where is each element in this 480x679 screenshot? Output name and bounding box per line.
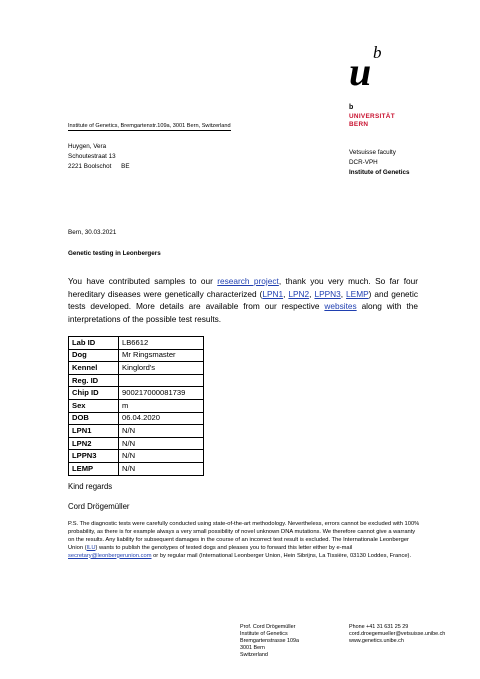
footer-left-line: 3001 Bern — [240, 645, 265, 651]
table-key: Kennel — [69, 362, 119, 375]
table-row — [69, 437, 204, 450]
table-row — [69, 412, 204, 425]
table-key: Dog — [69, 349, 119, 362]
recipient-name: Huygen, Vera — [68, 143, 107, 150]
table-row — [69, 462, 204, 475]
footer-website: www.genetics.unibe.ch — [349, 638, 404, 644]
table-value — [119, 374, 204, 387]
intro-text-1: You have contributed samples to our — [68, 276, 218, 286]
table-key: Sex — [69, 399, 119, 412]
table-value: N/N — [119, 450, 204, 463]
logo-bern-line: BERN — [349, 121, 369, 128]
table-value: N/N — [119, 437, 204, 450]
sender-institute: Institute of Genetics — [349, 169, 410, 176]
closing: Kind regards — [68, 482, 113, 491]
sender-faculty: Vetsuisse faculty — [349, 149, 396, 156]
table-key: LPN1 — [69, 425, 119, 438]
recipient-country: BE — [121, 163, 130, 170]
table-key: LEMP — [69, 462, 119, 475]
table-row — [69, 450, 204, 463]
ps-text-3: or by regular mail (International Leonberger Union, Hein Sibrijns, La Tissière, 03130 Loddes, France). — [151, 552, 412, 559]
table-row — [69, 349, 204, 362]
intro-sep-1: , — [283, 288, 289, 299]
footer-email: cord.droegemueller@vetsuisse.unibe.ch — [349, 631, 446, 637]
footer-left-line: Prof. Cord Drögemüller — [240, 624, 296, 630]
postscript — [68, 521, 420, 561]
ps-text-1: P.S. The diagnostic tests were carefully conducted using state-of-the-art methodology. Nevertheless, errors cannot be excluded with 100% probability, as there is for example always a very small possibility of novel unknown DNA mutations. We therefore cannot give a warranty on the results. Any liability for subsequent damages in the course of an incorrect test result is excluded. The Internationale Leonberger Union ( — [68, 521, 420, 551]
recipient-city: 2221 Boolschot — [68, 163, 112, 170]
table-value: 900217000081739 — [119, 387, 204, 400]
intro-sep-2: , — [309, 288, 315, 299]
signature-name: Cord Drögemüller — [68, 502, 130, 511]
table-row — [69, 399, 204, 412]
table-value: m — [119, 399, 204, 412]
return-address: Institute of Genetics, Bremgartenstr.109a, 3001 Bern, Switzerland — [68, 123, 231, 129]
test-results-table — [68, 336, 204, 476]
sender-dept: DCR-VPH — [349, 159, 378, 166]
footer-right — [349, 624, 445, 645]
letter-subject: Genetic testing in Leonbergers — [68, 250, 161, 257]
lpn2-link[interactable]: LPN2 — [288, 288, 310, 299]
intro-paragraph — [68, 275, 418, 325]
logo-small-b: b — [349, 104, 354, 111]
research-project-link[interactable]: research project — [217, 276, 279, 286]
table-key: LPN2 — [69, 437, 119, 450]
sender-block — [349, 148, 410, 178]
table-row — [69, 362, 204, 375]
table-key: Lab ID — [69, 337, 119, 350]
lppn3-link[interactable]: LPPN3 — [314, 288, 341, 299]
table-value: 06.04.2020 — [119, 412, 204, 425]
footer-left-line: Bremgartenstrasse 109a — [240, 638, 300, 644]
table-row — [69, 425, 204, 438]
table-key: LPPN3 — [69, 450, 119, 463]
footer-left-line: Switzerland — [240, 652, 268, 658]
footer-left-line: Institute of Genetics — [240, 631, 288, 637]
secretary-email-link[interactable]: secretary@leonbergerunion.com — [68, 552, 152, 559]
intro-text-3: ) and genetic tests developed. More details are available from our respective — [68, 288, 418, 312]
table-value: N/N — [119, 425, 204, 438]
recipient-address — [68, 142, 130, 172]
table-value: Mr Ringsmaster — [119, 349, 204, 362]
websites-link[interactable]: websites — [324, 301, 357, 312]
footer-left — [240, 624, 299, 659]
recipient-street: Schoutestraat 13 — [68, 153, 116, 160]
logo-university-line: UNIVERSITÄT — [349, 113, 395, 120]
lemp-link[interactable]: LEMP — [346, 288, 369, 299]
intro-text-4: along with the interpretations of the possible test results. — [68, 301, 418, 324]
ps-text-2: ) wants to publish the genotypes of tested dogs and pleases you to forward this letter either by e-mail — [95, 544, 353, 551]
table-key: DOB — [69, 412, 119, 425]
table-value: Kinglord's — [119, 362, 204, 375]
logo-mark-b: b — [373, 43, 382, 62]
table-value: N/N — [119, 462, 204, 475]
recipient-city-line — [68, 162, 130, 172]
table-row — [69, 337, 204, 350]
intro-sep-3: , — [340, 288, 347, 299]
table-value: LB6612 — [119, 337, 204, 350]
ilu-link[interactable]: ILU — [86, 544, 96, 551]
table-key: Reg. ID — [69, 374, 119, 387]
table-row — [69, 387, 204, 400]
table-key: Chip ID — [69, 387, 119, 400]
lpn1-link[interactable]: LPN1 — [262, 288, 284, 299]
intro-text-2: , thank you very much. So far four hereditary diseases were genetically characterized ( — [68, 276, 419, 299]
table-row — [69, 374, 204, 387]
university-logo — [349, 44, 429, 134]
footer-phone: Phone +41 31 631 25 29 — [349, 624, 409, 630]
letter-date: Bern, 30.03.2021 — [68, 229, 117, 236]
logo-mark-u: u — [349, 49, 372, 94]
